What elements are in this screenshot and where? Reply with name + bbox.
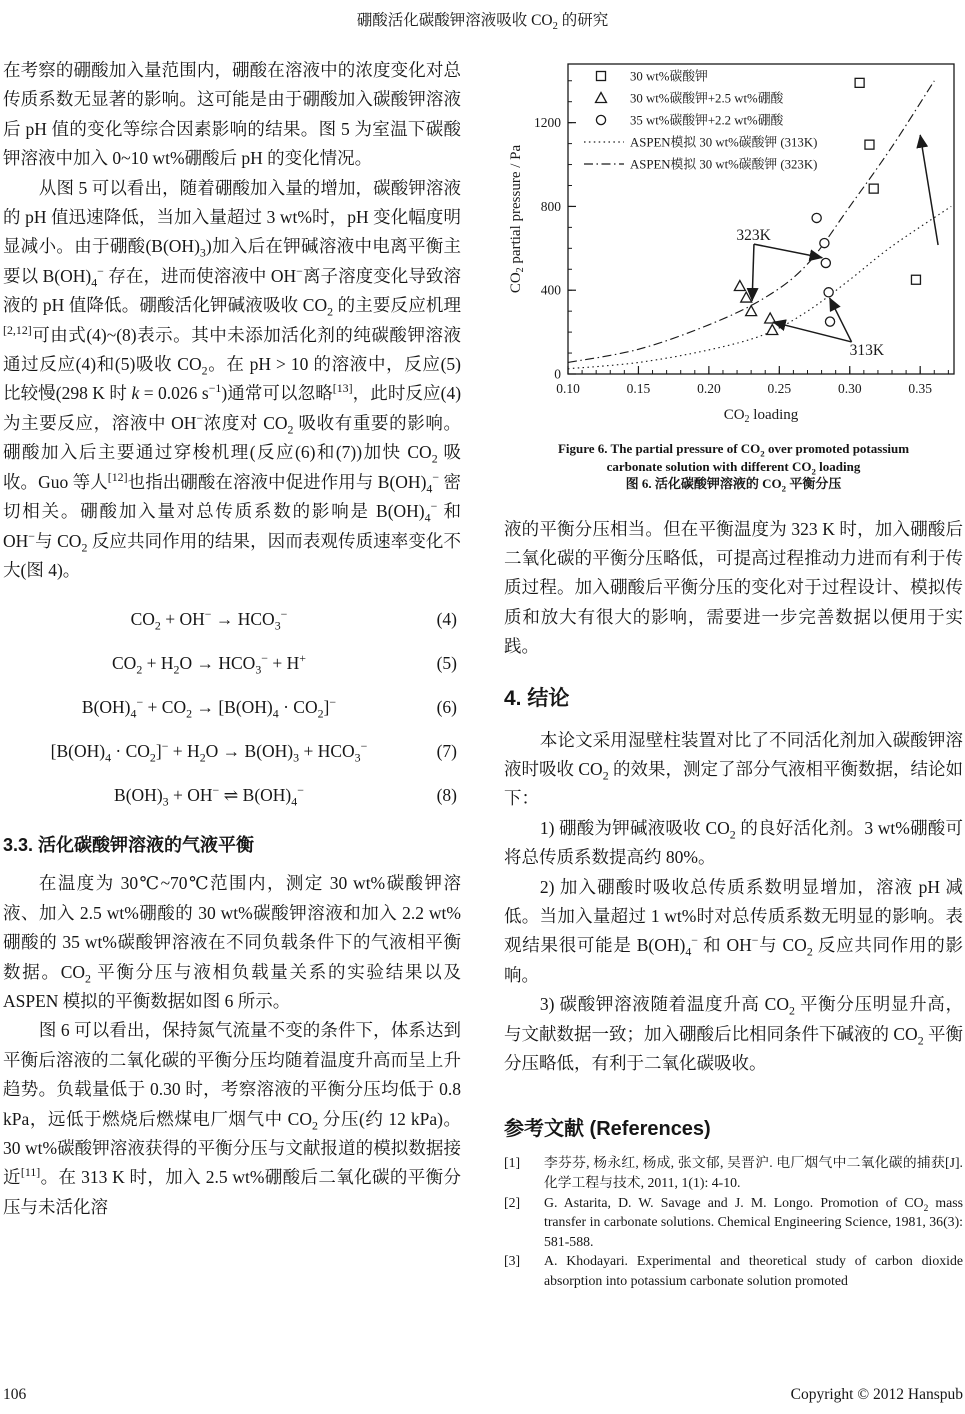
conclusion-item-2: 2) 加入硼酸时吸收总传质系数明显增加，溶液 pH 减低。当加入量超过 1 wt%时对总传质系数无明显的影响。表观结果很可能是 $B(OH)_4^-$ 和 OH−与 $CO_2$ 反应共同作用的影响。 <box>504 876 964 985</box>
reference-item <box>504 1251 963 1290</box>
svg-text:800: 800 <box>540 198 561 214</box>
equation-number: (5) <box>436 652 457 673</box>
figure-caption-line1: Figure 6. The partial pressure of $CO_2$ over promoted potassium <box>557 441 910 459</box>
svg-text:30 wt%碳酸钾+2.5 wt%硼酸: 30 wt%碳酸钾+2.5 wt%硼酸 <box>630 91 784 106</box>
svg-text:30 wt%碳酸钾: 30 wt%碳酸钾 <box>630 69 708 84</box>
reference-text: G. Astarita, D. W. Savage and J. M. Longo. Promotion of $CO_2$ mass transfer in carbonate solutions. Chemical Engineering Science, 1981, 36(3): 581-588. <box>544 1194 964 1249</box>
paragraph-figure6-discussion: 图 6 可以看出，保持氮气流量不变的条件下，体系达到平衡后溶液的二氧化碳的平衡分压均随着温度升高而呈上升趋势。负载量低于 0.30 时，考察溶液的平衡分压均低于 0.8 kPa，远低于燃烧后燃煤电厂烟气中 $CO_2$ 分压(约 12 kPa)。30 wt%碳酸钾溶液获得的平衡分压与文献报道的模拟数据接近[11]。在 313 K 时，加入 2.5 wt%硼酸后二氧化碳的平衡分压与未活化溶 <box>3 1020 462 1217</box>
figure-caption-line3: 图 6. 活化碳酸钾溶液的 $CO_2$ 平衡分压 <box>625 476 842 494</box>
equation-formula: $[B(OH)_4 \cdot CO_2]^- + H_2O \to B(OH)_3 + HCO_3^-$ <box>50 738 368 765</box>
svg-text:0.35: 0.35 <box>908 381 933 396</box>
svg-text:CO2 loading: $CO_2$ loading <box>723 407 799 425</box>
conclusion-item-1: 1) 硼酸为钾碱液吸收 $CO_2$ 的良好活化剂。3 wt%硼酸可将总传质系数提高约 80%。 <box>504 817 963 868</box>
equation-8 <box>3 773 461 817</box>
svg-text:313K: 313K <box>849 341 885 359</box>
paragraph-figure5-discussion: 从图 5 可以看出，随着硼酸加入量的增加，碳酸钾溶液的 pH 值迅速降低，当加入量超过 3 wt%时，pH 变化幅度明显减小。由于硼酸$(B(OH)_3)$加入后在钾碱溶液中电离平衡主要以 $B(OH)_4^-$ 存在，进而使溶液中 OH−离子溶度变化导致溶液的 pH 值降低。硼酸活化钾碱液吸收 $CO_2$ 的主要反应机理[2,12]可由式(4)~(8)表示。其中未添加活化剂的纯碳酸钾溶液通过反应(4)和(5)吸收 $CO_2$。在 pH > 10 的溶液中，反应(5)比较慢(298 K 时 k = 0.026 $s^{-1}$)通常可以忽略[13]，此时反应(4)为主要反应，溶液中 OH−浓度对 $CO_2$ 吸收有重要的影响。硼酸加入后主要通过穿梭机理(反应(6)和(7))加快 $CO_2$ 吸收。Guo 等人[12]也指出硼酸在溶液中促进作用与 $B(OH)_4^-$ 密切相关。硼酸加入量对总传质系数的影响是 $B(OH)_4^-$ 和 OH−与 $CO_2$ 反应共同作用的结果，因而表观传质速率变化不大(图 4)。 <box>3 177 462 580</box>
section-4-heading: 4. 结论 <box>504 686 570 710</box>
equation-4 <box>3 597 461 641</box>
svg-text:0.15: 0.15 <box>626 381 651 396</box>
left-column <box>3 56 461 1291</box>
svg-text:0.25: 0.25 <box>767 381 792 396</box>
equation-6 <box>3 685 461 729</box>
equation-number: (7) <box>436 740 457 761</box>
references-heading: 参考文献 (References) <box>504 1118 711 1141</box>
equation-7 <box>3 729 461 773</box>
equation-number: (4) <box>436 608 457 629</box>
reference-text: 李芬芬, 杨永红, 杨成, 张文郁, 吴晋沪. 电厂烟气中二氧化碳的捕获[J]. 化学工程与技术, 2011, 1(1): 4-10. <box>544 1155 963 1190</box>
equation-number: (6) <box>436 696 457 717</box>
equation-formula: $B(OH)_4^- + CO_2 \to [B(OH)_4 \cdot CO_2]^-$ <box>81 694 337 721</box>
svg-text:0.10: 0.10 <box>556 381 580 396</box>
paragraph-continuation: 在考察的硼酸加入量范围内，硼酸在溶液中的浓度变化对总传质系数无显著的影响。这可能是由于硼酸加入碳酸钾溶液后 pH 值的变化等综合因素影响的结果。图 5 为室温下碳酸钾溶液中加入 0~10 wt%硼酸后 pH 的变化情况。 <box>3 60 461 169</box>
copyright-text: Copyright © 2012 Hanspub <box>790 1386 963 1403</box>
page-footer <box>3 1386 963 1404</box>
reference-text: A. Khodayari. Experimental and theoretical study of carbon dioxide absorption into potassium carbonate solution promoted <box>544 1253 963 1288</box>
svg-text:ASPEN模拟 30 wt%碳酸钾 (313K): ASPEN模拟 30 wt%碳酸钾 (313K) <box>630 135 818 150</box>
two-column-body <box>0 56 965 1291</box>
equation-number: (8) <box>436 784 457 805</box>
paragraph-vle-measurement: 在温度为 30℃~70℃范围内，测定 30 wt%碳酸钾溶液、加入 2.5 wt%硼酸的 30 wt%碳酸钾溶液和加入 2.2 wt%硼酸的 35 wt%碳酸钾溶液在不同负载条件下的气液相平衡数据。$CO_2$ 平衡分压与液相负载量关系的实验结果以及 ASPEN 模拟的平衡数据如图 6 所示。 <box>3 873 462 1011</box>
reference-number: [3] <box>504 1253 521 1269</box>
svg-text:35 wt%碳酸钾+2.2 wt%硼酸: 35 wt%碳酸钾+2.2 wt%硼酸 <box>630 113 784 128</box>
reference-item <box>504 1193 963 1252</box>
conclusion-intro: 本论文采用湿壁柱装置对比了不同活化剂加入碳酸钾溶液时吸收 $CO_2$ 的效果，测定了部分气液相平衡数据，结论如下： <box>504 729 964 809</box>
conclusion-item-3: 3) 碳酸钾溶液随着温度升高 $CO_2$ 平衡分压明显升高，与文献数据一致；加入硼酸后比相同条件下碱液的 $CO_2$ 平衡分压略低，有利于二氧化碳吸收。 <box>504 994 964 1073</box>
equation-formula: $CO_2 + OH^- \to HCO_3^-$ <box>130 606 288 633</box>
svg-text:ASPEN模拟 30 wt%碳酸钾 (323K): ASPEN模拟 30 wt%碳酸钾 (323K) <box>630 157 818 172</box>
right-column <box>504 56 963 1291</box>
svg-text:1200: 1200 <box>534 115 561 131</box>
svg-text:0: 0 <box>554 366 561 382</box>
svg-text:400: 400 <box>540 282 561 298</box>
svg-text:0.30: 0.30 <box>837 381 862 396</box>
figure-caption-line2: carbonate solution with different $CO_2$ loading <box>606 458 861 477</box>
page-header-title: 硼酸活化碳酸钾溶液吸收 $CO_2$ 的研究 <box>356 12 609 33</box>
svg-text:323K: 323K <box>736 226 771 244</box>
reference-number: [2] <box>504 1194 521 1210</box>
figure-6-chart <box>504 56 963 428</box>
figure-6-caption <box>504 440 963 493</box>
section-3-3-heading: 3.3. 活化碳酸钾溶液的气液平衡 <box>3 835 255 856</box>
figure-6 <box>504 56 963 493</box>
reference-item <box>504 1153 963 1192</box>
equation-block <box>3 597 461 817</box>
svg-text:0.20: 0.20 <box>697 381 721 396</box>
reference-number: [1] <box>504 1155 521 1171</box>
page-number: 106 <box>3 1386 27 1403</box>
equation-formula: $B(OH)_3 + OH^-$ ⇌ $B(OH)_4^-$ <box>114 782 304 809</box>
paragraph-after-figure: 液的平衡分压相当。但在平衡温度为 323 K 时，加入硼酸后二氧化碳的平衡分压略低，可提高过程推动力进而有利于传质过程。加入硼酸后平衡分压的变化对于过程设计、模拟传质和放大有很大的影响，需要进一步完善数据以便用于实践。 <box>504 518 963 657</box>
equation-5 <box>3 641 461 685</box>
equation-formula: $CO_2 + H_2O \to HCO_3^- + H^+$ <box>112 650 306 677</box>
reference-list <box>504 1153 963 1290</box>
svg-text:CO2 partial pressure / Pa: $CO_2$ partial pressure / Pa <box>508 144 526 294</box>
